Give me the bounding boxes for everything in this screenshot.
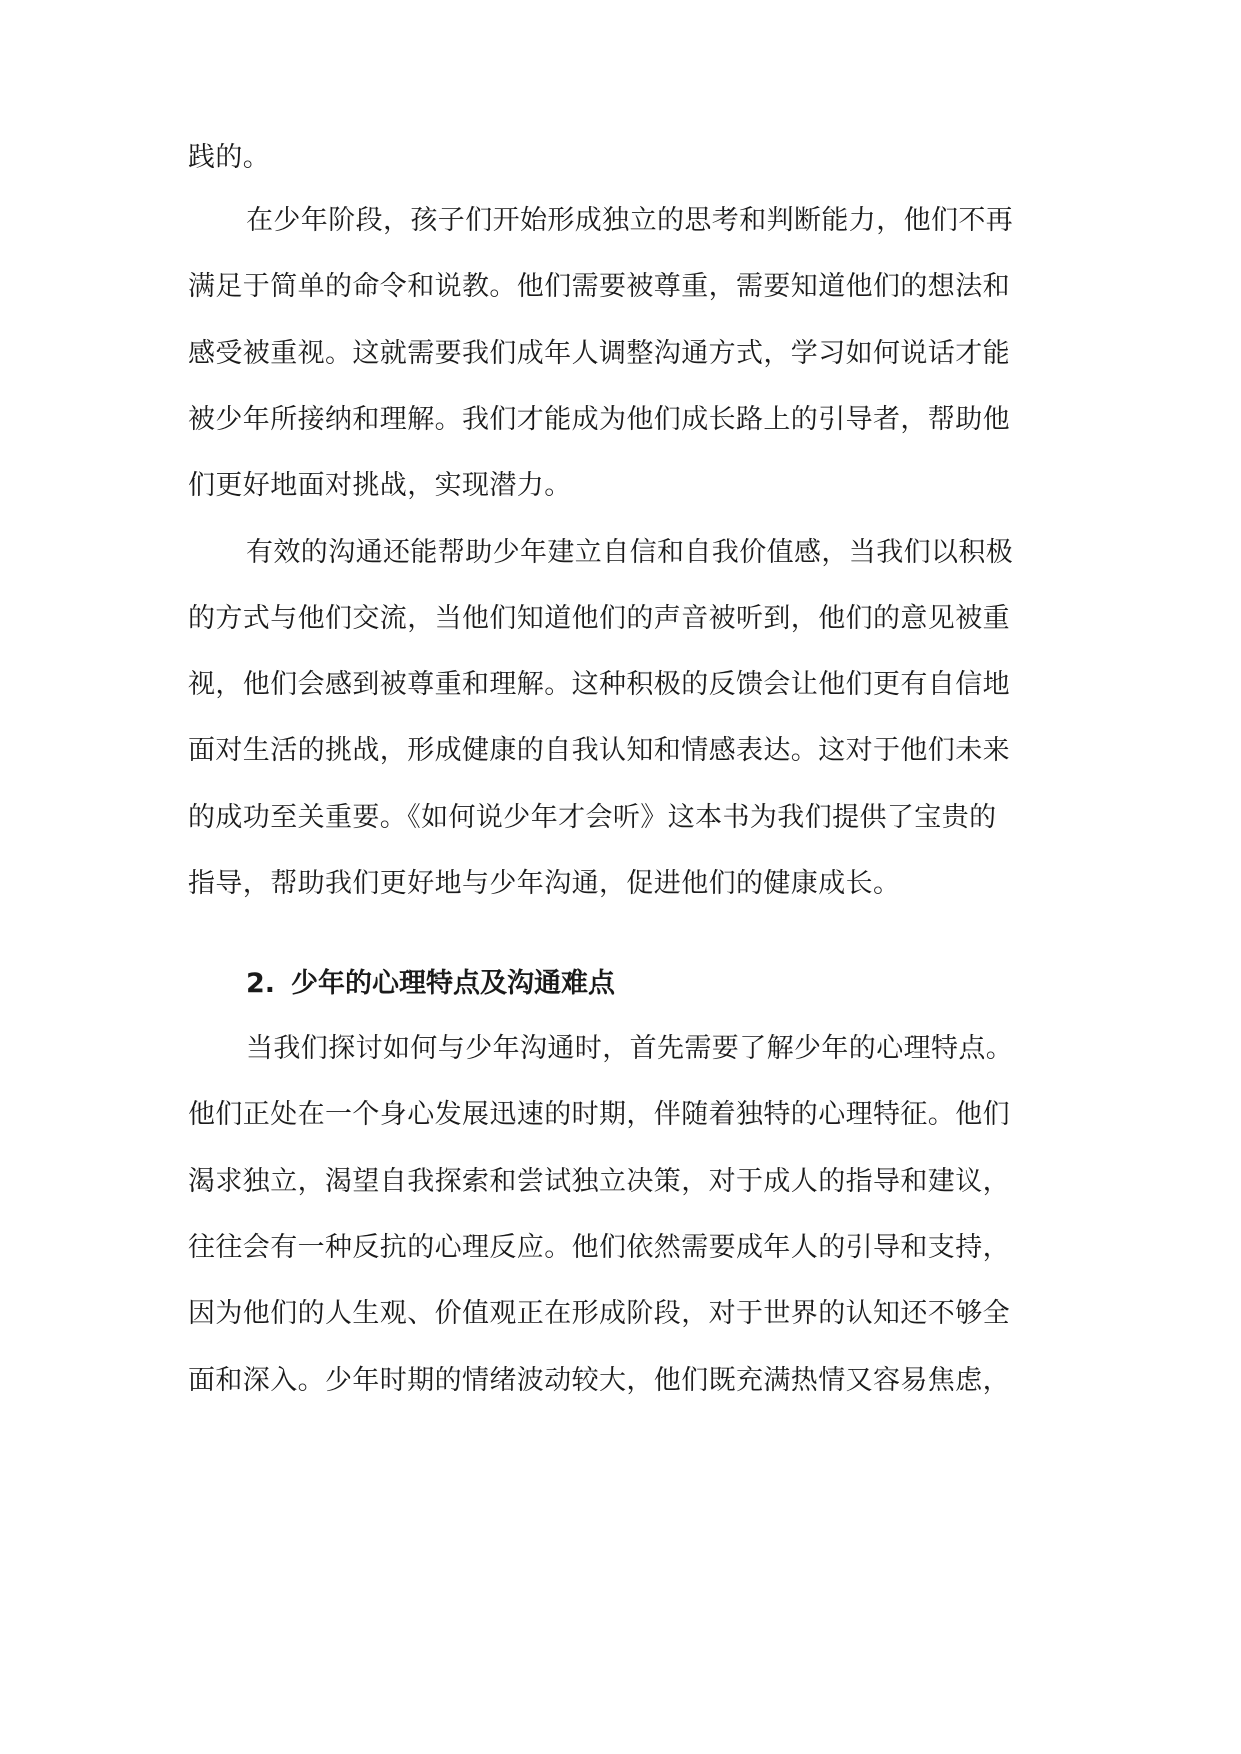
section-number: 2.	[246, 968, 276, 999]
text-line: 视，他们会感到被尊重和理解。这种积极的反馈会让他们更有自信地	[188, 669, 1010, 700]
paragraph-first-line: 有效的沟通还能帮助少年建立自信和自我价值感，当我们以积极	[246, 537, 1014, 568]
text-line: 往往会有一种反抗的心理反应。他们依然需要成年人的引导和支持，	[188, 1232, 1010, 1263]
paragraph-first-line: 在少年阶段，孩子们开始形成独立的思考和判断能力，他们不再	[246, 205, 1014, 236]
section-heading	[246, 966, 615, 1002]
text-line: 他们正处在一个身心发展迅速的时期，伴随着独特的心理特征。他们	[188, 1099, 1010, 1130]
text-line: 被少年所接纳和理解。我们才能成为他们成长路上的引导者，帮助他	[188, 404, 1010, 435]
text-line: 们更好地面对挑战，实现潜力。	[188, 470, 572, 501]
text-line: 面和深入。少年时期的情绪波动较大，他们既充满热情又容易焦虑，	[188, 1365, 1010, 1396]
text-line: 满足于简单的命令和说教。他们需要被尊重，需要知道他们的想法和	[188, 271, 1010, 302]
text-line: 渴求独立，渴望自我探索和尝试独立决策，对于成人的指导和建议，	[188, 1166, 1010, 1197]
paragraph-first-line: 当我们探讨如何与少年沟通时，首先需要了解少年的心理特点。	[246, 1033, 1014, 1064]
text-line: 的方式与他们交流，当他们知道他们的声音被听到，他们的意见被重	[188, 603, 1010, 634]
text-line: 面对生活的挑战，形成健康的自我认知和情感表达。这对于他们未来	[188, 735, 1010, 766]
text-line: 指导，帮助我们更好地与少年沟通，促进他们的健康成长。	[188, 868, 901, 899]
text-line: 因为他们的人生观、价值观正在形成阶段，对于世界的认知还不够全	[188, 1298, 1010, 1329]
text-line: 的成功至关重要。《如何说少年才会听》这本书为我们提供了宝贵的	[188, 802, 997, 833]
section-title: 少年的心理特点及沟通难点	[291, 968, 616, 999]
text-line: 感受被重视。这就需要我们成年人调整沟通方式，学习如何说话才能	[188, 338, 1010, 369]
text-line: 践的。	[188, 142, 271, 173]
